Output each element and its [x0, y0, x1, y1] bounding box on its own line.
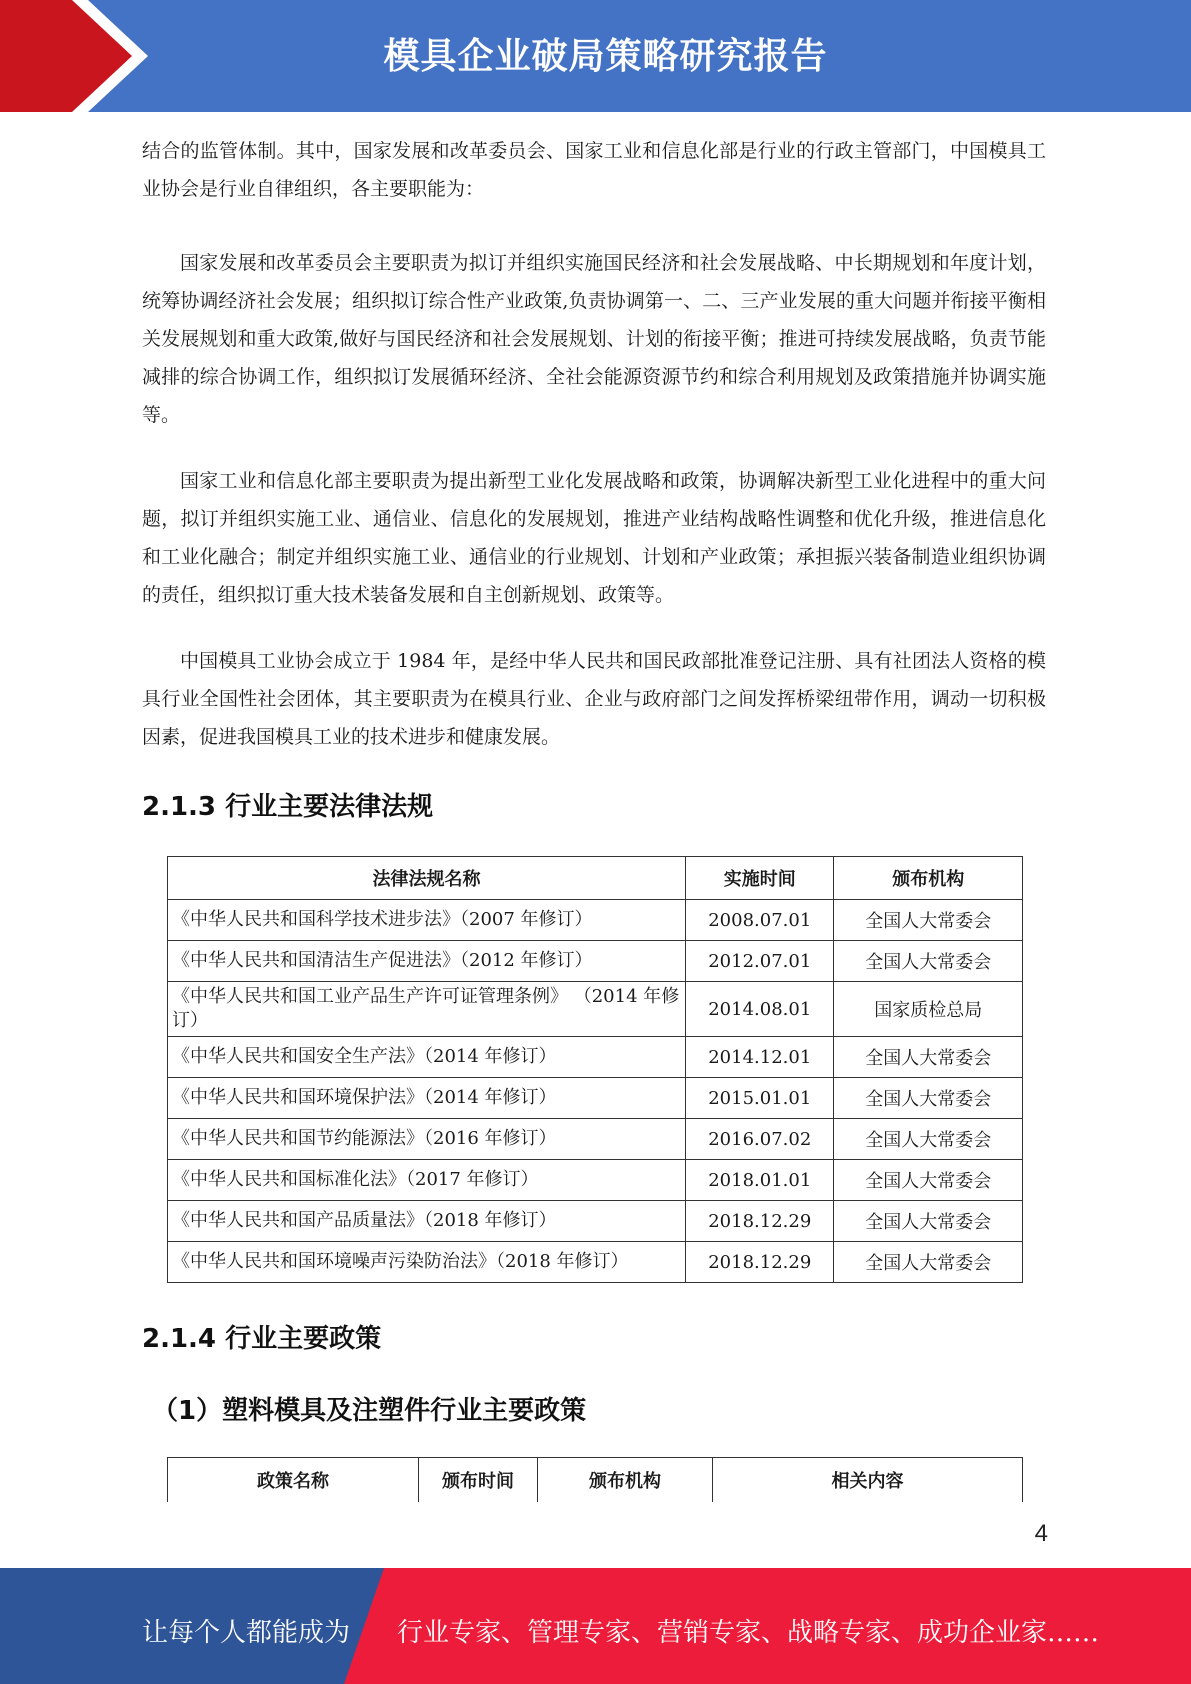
table-row [168, 1037, 1023, 1078]
section-heading-laws: 2.1.3 行业主要法律法规 [142, 792, 434, 822]
effective-date-cell: 2014.08.01 [686, 982, 834, 1037]
table-row [168, 941, 1023, 982]
issuer-cell: 国家质检总局 [834, 982, 1023, 1037]
table-row [168, 1119, 1023, 1160]
column-header-issuer: 颁布机构 [538, 1458, 713, 1503]
effective-date-cell: 2018.01.01 [686, 1160, 834, 1201]
table-row [168, 982, 1023, 1037]
column-header-effective-date: 实施时间 [686, 857, 834, 900]
paragraph-regulatory-system: 结合的监管体制。其中，国家发展和改革委员会、国家工业和信息化部是行业的行政主管部门，中国模具工业协会是行业自律组织，各主要职能为： [142, 140, 1046, 200]
law-name-cell: 《中华人民共和国环境保护法》（2014 年修订） [168, 1078, 686, 1119]
table-row [168, 900, 1023, 941]
paragraph-die-association: 中国模具工业协会成立于 1984 年，是经中华人民共和国民政部批准登记注册、具有社团法人资格的模具行业全国性社会团体，其主要职责为在模具行业、企业与政府部门之间发挥桥梁纽带作用，调动一切积极因素，促进我国模具工业的技术进步和健康发展。 [142, 650, 1046, 748]
effective-date-cell: 2008.07.01 [686, 900, 834, 941]
law-name-cell: 《中华人民共和国产品质量法》（2018 年修订） [168, 1201, 686, 1242]
footer-slogan-right: 行业专家、管理专家、营销专家、战略专家、成功企业家…… [397, 1618, 1100, 1648]
law-name-cell: 《中华人民共和国环境噪声污染防治法》（2018 年修订） [168, 1242, 686, 1283]
law-name-cell: 《中华人民共和国科学技术进步法》（2007 年修订） [168, 900, 686, 941]
footer-slogan-left: 让每个人都能成为 [142, 1618, 351, 1648]
law-name-cell: 《中华人民共和国清洁生产促进法》（2012 年修订） [168, 941, 686, 982]
issuer-cell: 全国人大常委会 [834, 1078, 1023, 1119]
page-header [0, 0, 1191, 112]
law-name-cell: 《中华人民共和国工业产品生产许可证管理条例》 （2014 年修订） [168, 982, 686, 1037]
issuer-cell: 全国人大常委会 [834, 1242, 1023, 1283]
table-row [168, 1242, 1023, 1283]
report-title: 模具企业破局策略研究报告 [383, 36, 828, 77]
table-row [168, 1201, 1023, 1242]
section-heading-policies: 2.1.4 行业主要政策 [142, 1324, 382, 1354]
column-header-policy-name: 政策名称 [168, 1458, 419, 1503]
issuer-cell: 全国人大常委会 [834, 900, 1023, 941]
issuer-cell: 全国人大常委会 [834, 1119, 1023, 1160]
paragraph-ndrc-duties: 国家发展和改革委员会主要职责为拟订并组织实施国民经济和社会发展战略、中长期规划和年度计划，统筹协调经济社会发展；组织拟订综合性产业政策,负责协调第一、二、三产业发展的重大问题并衔接平衡相关发展规划和重大政策,做好与国民经济和社会发展规划、计划的衔接平衡；推进可持续发展战略，负责节能减排的综合协调工作，组织拟订发展循环经济、全社会能源资源节约和综合利用规划及政策措施并协调实施等。 [142, 252, 1046, 426]
laws-table [167, 856, 1023, 1283]
effective-date-cell: 2012.07.01 [686, 941, 834, 982]
effective-date-cell: 2016.07.02 [686, 1119, 834, 1160]
column-header-issuer: 颁布机构 [834, 857, 1023, 900]
page-number: 4 [1034, 1520, 1048, 1547]
table-row [168, 1160, 1023, 1201]
column-header-issue-date: 颁布时间 [419, 1458, 538, 1503]
effective-date-cell: 2015.01.01 [686, 1078, 834, 1119]
table-header-row [168, 1458, 1023, 1503]
effective-date-cell: 2014.12.01 [686, 1037, 834, 1078]
law-name-cell: 《中华人民共和国安全生产法》（2014 年修订） [168, 1037, 686, 1078]
law-name-cell: 《中华人民共和国节约能源法》（2016 年修订） [168, 1119, 686, 1160]
table-header-row [168, 857, 1023, 900]
table-row [168, 1078, 1023, 1119]
effective-date-cell: 2018.12.29 [686, 1201, 834, 1242]
issuer-cell: 全国人大常委会 [834, 1160, 1023, 1201]
issuer-cell: 全国人大常委会 [834, 941, 1023, 982]
subsection-heading-plastic-mold-policies: （1）塑料模具及注塑件行业主要政策 [152, 1396, 587, 1426]
issuer-cell: 全国人大常委会 [834, 1037, 1023, 1078]
column-header-related-content: 相关内容 [713, 1458, 1023, 1503]
law-name-cell: 《中华人民共和国标准化法》（2017 年修订） [168, 1160, 686, 1201]
effective-date-cell: 2018.12.29 [686, 1242, 834, 1283]
paragraph-miit-duties: 国家工业和信息化部主要职责为提出新型工业化发展战略和政策，协调解决新型工业化进程中的重大问题，拟订并组织实施工业、通信业、信息化的发展规划，推进产业结构战略性调整和优化升级，推进信息化和工业化融合；制定并组织实施工业、通信业的行业规划、计划和产业政策；承担振兴装备制造业组织协调的责任，组织拟订重大技术装备发展和自主创新规划、政策等。 [142, 470, 1046, 606]
policies-table [167, 1457, 1023, 1502]
column-header-law-name: 法律法规名称 [168, 857, 686, 900]
page-footer [0, 1568, 1191, 1684]
issuer-cell: 全国人大常委会 [834, 1201, 1023, 1242]
